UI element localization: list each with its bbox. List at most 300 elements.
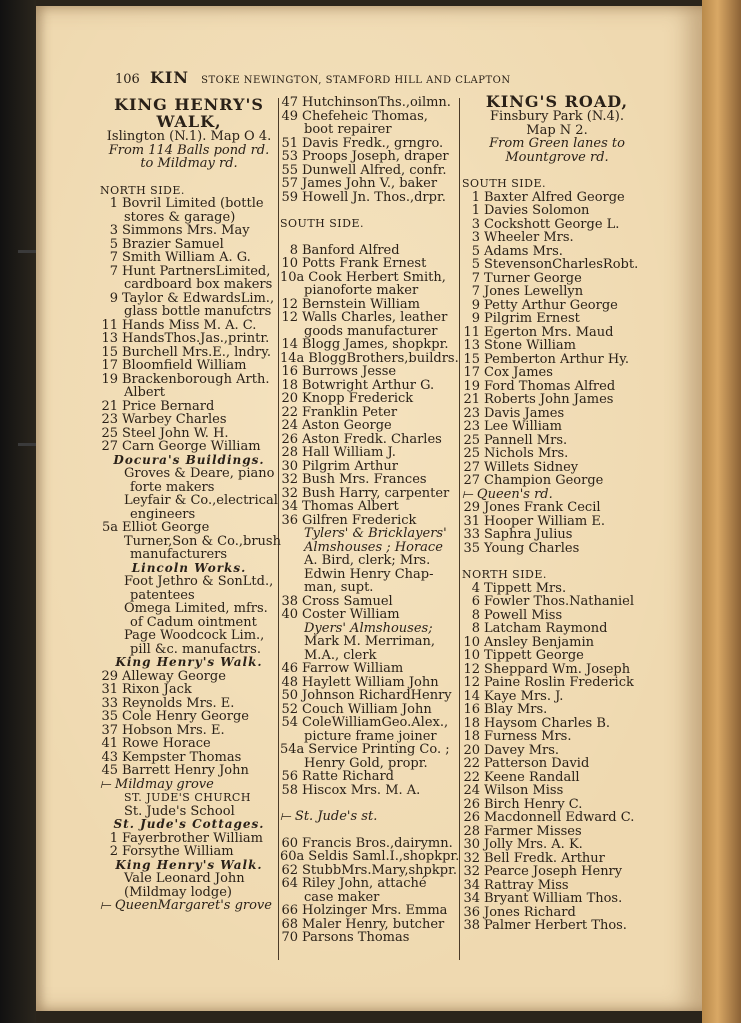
house-number: 12 — [281, 296, 298, 312]
entry-text: Cole Henry George — [122, 709, 249, 724]
entry-text: Keene Randall — [484, 769, 580, 785]
directory-entry — [100, 224, 278, 238]
directory-line — [100, 575, 278, 589]
house-number: 23 — [463, 419, 480, 434]
directory-line — [280, 284, 460, 298]
directory-entry — [462, 676, 652, 690]
entry-text: Parsons Thomas — [302, 930, 410, 945]
entry-text: Lincoln Works. — [131, 560, 247, 575]
directory-entry — [280, 365, 460, 379]
directory-line — [280, 581, 460, 595]
house-number: 54 — [281, 715, 298, 730]
directory-entry — [462, 771, 652, 785]
house-number: 10a — [280, 269, 305, 285]
house-number: 30 — [281, 458, 298, 474]
directory-entry — [462, 703, 652, 717]
directory-entry — [462, 434, 652, 448]
entry-text: engineers — [130, 506, 196, 522]
directory-entry — [462, 663, 652, 677]
entry-text: Walls Charles, leather — [302, 310, 448, 325]
directory-entry — [280, 676, 460, 690]
entry-text: Kempster Thomas — [122, 749, 242, 765]
directory-line — [100, 616, 278, 630]
house-number: 59 — [281, 189, 298, 205]
entry-text: Wheeler Mrs. — [484, 230, 574, 245]
directory-entry — [280, 406, 460, 420]
entry-text: Leyfair & Co.,electrical — [124, 493, 278, 508]
directory-entry — [462, 312, 652, 326]
directory-entry — [462, 272, 652, 286]
directory-entry — [462, 204, 652, 218]
directory-entry — [462, 501, 652, 515]
directory-entry — [280, 689, 460, 703]
house-number: 32 — [281, 485, 298, 501]
directory-entry — [100, 683, 278, 697]
directory-entry — [462, 245, 652, 259]
house-number: 5a — [101, 520, 118, 535]
directory-entry — [280, 338, 460, 352]
house-number: 56 — [281, 769, 298, 784]
entry-text: WALK, — [156, 112, 222, 131]
house-number: 68 — [281, 916, 298, 932]
entry-text: Ford Thomas Alfred — [484, 378, 616, 394]
entry-text: SOUTH SIDE. — [280, 217, 364, 230]
entry-text: From 114 Balls pond rd. — [108, 142, 270, 158]
directory-entry — [462, 892, 652, 906]
house-number: 13 — [463, 338, 480, 353]
house-number: 27 — [463, 473, 480, 488]
entry-text: Hooper William E. — [484, 513, 605, 529]
entry-text: ⟝ Queen's rd. — [462, 486, 553, 502]
house-number: 12 — [281, 310, 298, 325]
directory-line — [280, 891, 460, 905]
entry-text: Farrow William — [302, 661, 404, 676]
entry-text: boot repairer — [304, 122, 392, 137]
entry-text: Hall William J. — [302, 445, 396, 460]
directory-entry — [462, 420, 652, 434]
directory-line — [100, 629, 278, 643]
house-number: 28 — [463, 823, 480, 839]
entry-text: Pilgrim Arthur — [302, 458, 399, 474]
directory-entry — [280, 110, 460, 124]
entry-text: HutchinsonThs.,oilmn. — [302, 95, 451, 110]
directory-entry — [280, 311, 460, 325]
entry-text: Fayerbrother William — [122, 830, 263, 846]
entry-text: Albert — [124, 385, 165, 400]
house-number: 17 — [463, 365, 480, 380]
entry-text: Botwright Arthur G. — [302, 377, 435, 393]
house-number: 31 — [463, 513, 480, 529]
house-number: 26 — [463, 810, 480, 825]
house-number: 11 — [463, 324, 480, 340]
entry-text: Tippett Mrs. — [484, 580, 567, 596]
house-number: 20 — [463, 742, 480, 758]
directory-entry — [462, 636, 652, 650]
directory-entry — [280, 433, 460, 447]
entry-text: Burchell Mrs.E., lndry. — [122, 344, 271, 360]
directory-entry — [462, 366, 652, 380]
entry-text: Hunt PartnersLimited, — [122, 263, 271, 279]
entry-text: Haysom Charles B. — [484, 715, 611, 731]
entry-text: Burrows Jesse — [302, 364, 397, 379]
directory-line — [100, 144, 278, 158]
directory-line — [100, 886, 278, 900]
house-number: 35 — [101, 709, 118, 724]
entry-text: Macdonnell Edward C. — [484, 810, 635, 825]
directory-line — [100, 602, 278, 616]
directory-entry — [280, 716, 460, 730]
entry-text: Latcham Raymond — [484, 621, 608, 636]
entry-text: Rixon Jack — [122, 682, 192, 697]
directory-line — [280, 568, 460, 582]
entry-text: HandsThos.Jas.,printr. — [122, 331, 270, 346]
entry-text: Elliot George — [122, 520, 210, 535]
house-number: 30 — [463, 837, 480, 852]
entry-text: Paine Roslin Frederick — [484, 675, 634, 690]
house-number: 12 — [463, 661, 480, 677]
house-number: 5 — [471, 257, 480, 272]
directory-entry — [462, 811, 652, 825]
directory-entry — [100, 238, 278, 252]
house-number: 29 — [463, 500, 480, 515]
directory-entry — [462, 690, 652, 704]
directory-line — [280, 541, 460, 555]
entry-text: Ansley Benjamin — [484, 634, 595, 650]
directory-line — [100, 778, 278, 792]
entry-text: Bernstein William — [302, 296, 420, 312]
entry-text: From Green lanes to — [489, 136, 625, 151]
directory-entry — [280, 918, 460, 932]
house-number: 62 — [281, 862, 298, 878]
entry-text: Willets Sidney — [484, 459, 579, 475]
entry-text: Coster William — [302, 607, 400, 622]
house-number: 28 — [281, 445, 298, 460]
entry-text: Blogg James, shopkpr. — [302, 337, 449, 352]
directory-line — [100, 589, 278, 603]
entry-text: Howell Jn. Thos.,drpr. — [302, 189, 446, 205]
directory-entry — [280, 837, 460, 851]
entry-text: Almshouses ; Horace — [304, 539, 443, 555]
directory-entry — [462, 879, 652, 893]
spacer — [100, 171, 278, 184]
page-header — [115, 68, 511, 87]
house-number: 37 — [101, 722, 118, 738]
directory-line — [100, 113, 278, 130]
entry-text: Johnson RichardHenry — [302, 688, 452, 703]
directory-entry — [280, 904, 460, 918]
directory-entry — [100, 427, 278, 441]
entry-text: picture frame joiner — [304, 728, 437, 744]
directory-line — [100, 386, 278, 400]
entry-text: Banford Alfred — [302, 242, 400, 258]
directory-entry — [280, 379, 460, 393]
directory-entry — [100, 346, 278, 360]
entry-text: to Mildmay rd. — [140, 156, 238, 171]
entry-text: Omega Limited, mfrs. — [124, 601, 268, 616]
directory-entry — [462, 285, 652, 299]
house-number: 70 — [281, 930, 298, 945]
directory-entry — [462, 326, 652, 340]
entry-text: Davis James — [484, 405, 565, 421]
house-number: 14 — [281, 337, 298, 352]
entry-text: Cockshott George L. — [484, 216, 620, 232]
column-rule — [278, 98, 279, 960]
entry-text: (Mildmay lodge) — [124, 884, 232, 900]
directory-entry — [280, 177, 460, 191]
directory-entry — [280, 784, 460, 798]
entry-text: Nichols Mrs. — [484, 446, 569, 461]
entry-text: Blay Mrs. — [484, 702, 548, 717]
section-heading: KIN — [149, 68, 189, 87]
house-number: 43 — [101, 749, 118, 765]
entry-text: Turner,Son & Co.,brush — [124, 533, 281, 549]
entry-text: Groves & Deare, piano — [124, 466, 275, 481]
directory-line — [280, 554, 460, 568]
entry-text: Pearce Joseph Henry — [484, 864, 623, 879]
directory-line — [100, 184, 278, 198]
directory-entry — [462, 218, 652, 232]
house-number: 19 — [101, 371, 118, 387]
house-number: 1 — [471, 189, 480, 205]
directory-entry — [100, 697, 278, 711]
directory-entry — [100, 400, 278, 414]
entry-text: Thomas Albert — [302, 499, 399, 514]
directory-line — [280, 757, 460, 771]
directory-line — [462, 568, 652, 582]
house-number: 8 — [289, 242, 298, 258]
directory-entry — [462, 798, 652, 812]
directory-line — [462, 488, 652, 502]
house-number: 49 — [281, 108, 298, 124]
entry-text: Bovril Limited (bottle — [122, 196, 264, 211]
house-number: 8 — [471, 621, 480, 636]
entry-text: Roberts John James — [484, 392, 614, 407]
directory-line — [100, 859, 278, 873]
entry-text: Pannell Mrs. — [484, 432, 568, 448]
house-number: 5 — [109, 236, 118, 252]
directory-entry — [462, 906, 652, 920]
entry-text: Franklin Peter — [302, 404, 398, 420]
entry-text: Barrett Henry John — [122, 763, 249, 778]
directory-entry — [462, 582, 652, 596]
house-number: 15 — [463, 351, 480, 367]
directory-entry — [100, 197, 278, 211]
directory-entry — [280, 703, 460, 717]
house-number: 34 — [463, 877, 480, 893]
directory-entry — [280, 244, 460, 258]
entry-text: StevensonCharlesRobt. — [484, 257, 639, 272]
directory-line — [462, 137, 652, 151]
entry-text: Map N 2. — [526, 122, 588, 138]
directory-line — [100, 548, 278, 562]
house-number: 45 — [101, 763, 118, 778]
house-number: 6 — [471, 594, 480, 609]
house-number: 23 — [463, 405, 480, 421]
directory-entry — [100, 521, 278, 535]
directory-entry — [280, 662, 460, 676]
house-number: 18 — [463, 729, 480, 744]
entry-text: Foot Jethro & SonLtd., — [124, 574, 274, 589]
entry-text: Ratte Richard — [302, 769, 394, 784]
entry-text: Knopp Frederick — [302, 391, 414, 406]
entry-text: Adams Mrs. — [484, 243, 563, 259]
house-number: 40 — [281, 607, 298, 622]
entry-text: Bell Fredk. Arthur — [484, 850, 605, 866]
entry-text: Reynolds Mrs. E. — [122, 695, 235, 711]
directory-entry — [280, 392, 460, 406]
entry-text: Hiscox Mrs. M. A. — [302, 782, 421, 798]
directory-entry — [280, 257, 460, 271]
house-number: 24 — [281, 418, 298, 433]
directory-entry — [280, 850, 460, 864]
entry-text: SOUTH SIDE. — [462, 177, 546, 190]
entry-text: glass bottle manufctrs — [124, 304, 272, 319]
entry-text: pill &c. manufactrs. — [130, 641, 261, 657]
entry-text: Fowler Thos.Nathaniel — [484, 594, 634, 609]
entry-text: Steel John W. H. — [122, 425, 229, 441]
directory-entry — [100, 359, 278, 373]
entry-text: Hands Miss M. A. C. — [122, 317, 257, 333]
directory-line — [462, 110, 652, 124]
entry-text: Smith William A. G. — [122, 250, 251, 265]
entry-text: Saphra Julius — [484, 527, 573, 542]
house-number: 7 — [471, 284, 480, 299]
entry-text: Alleway George — [122, 668, 226, 684]
house-number: 34 — [281, 499, 298, 514]
directory-line — [100, 454, 278, 468]
directory-line — [100, 872, 278, 886]
house-number: 25 — [101, 425, 118, 441]
house-number: 58 — [281, 782, 298, 798]
entry-text: NORTH SIDE. — [100, 183, 185, 197]
directory-entry — [462, 852, 652, 866]
directory-entry — [462, 825, 652, 839]
directory-line — [100, 562, 278, 576]
district-heading: STOKE NEWINGTON, STAMFORD HILL AND CLAPTON — [201, 75, 511, 86]
house-number: 64 — [281, 876, 298, 891]
directory-line — [100, 533, 281, 549]
entry-text: Baxter Alfred George — [484, 189, 625, 205]
entry-text: Jones Lewellyn — [484, 284, 584, 299]
directory-line — [280, 325, 460, 339]
house-number: 18 — [463, 715, 480, 731]
entry-text: Davis Fredk., grngro. — [302, 135, 444, 151]
entry-text: M.A., clerk — [304, 647, 377, 663]
entry-text: Egerton Mrs. Maud — [484, 324, 614, 340]
house-number: 16 — [463, 702, 480, 717]
directory-line — [100, 494, 278, 508]
house-number: 1 — [109, 196, 118, 211]
directory-entry — [280, 298, 460, 312]
house-number: 22 — [463, 756, 480, 771]
house-number: 25 — [463, 432, 480, 448]
house-number: 18 — [281, 377, 298, 393]
house-number: 33 — [463, 527, 480, 542]
directory-entry — [462, 784, 652, 798]
house-number: 54a — [280, 742, 305, 757]
directory-line — [100, 656, 278, 670]
house-number: 60a — [280, 849, 305, 864]
house-number: 48 — [281, 674, 298, 690]
entry-text: Pemberton Arthur Hy. — [484, 351, 629, 367]
entry-text: King Henry's Walk. — [115, 655, 263, 669]
entry-text: NORTH SIDE. — [462, 568, 547, 581]
directory-line — [462, 177, 652, 191]
directory-entry — [462, 353, 652, 367]
directory-entry — [100, 440, 278, 454]
directory-entry — [462, 393, 652, 407]
entry-text: Vale Leonard John — [124, 871, 245, 886]
house-number: 25 — [463, 446, 480, 461]
directory-entry — [280, 352, 460, 366]
entry-text: Aston George — [302, 418, 392, 433]
directory-entry — [462, 474, 652, 488]
directory-entry — [280, 419, 460, 433]
directory-entry — [280, 96, 460, 110]
house-number: 46 — [281, 661, 298, 676]
directory-entry — [462, 865, 652, 879]
entry-text: Cross Samuel — [302, 593, 393, 609]
entry-text: Pilgrim Ernest — [484, 311, 580, 326]
entry-text: ST. JUDE'S CHURCH — [124, 791, 251, 804]
house-number: 57 — [281, 176, 298, 191]
directory-line — [462, 124, 652, 138]
house-number: 9 — [109, 290, 118, 306]
directory-entry — [280, 500, 460, 514]
directory-line — [100, 643, 278, 657]
entry-text: cardboard box makers — [124, 277, 273, 292]
entry-text: Lee William — [484, 419, 562, 434]
house-number: 22 — [281, 404, 298, 420]
directory-line — [100, 899, 278, 913]
house-number: 29 — [101, 668, 118, 684]
directory-entry — [462, 191, 652, 205]
house-number: 17 — [101, 358, 118, 373]
house-number: 14 — [463, 688, 480, 704]
directory-entry — [100, 845, 278, 859]
entry-text: Stone William — [484, 338, 576, 353]
house-number: 52 — [281, 701, 298, 717]
directory-entry — [462, 542, 652, 556]
directory-entry — [280, 150, 460, 164]
entry-text: Taylor & EdwardsLim., — [122, 290, 275, 306]
house-number: 33 — [101, 695, 118, 711]
entry-text: goods manufacturer — [304, 323, 438, 339]
directory-entry — [462, 407, 652, 421]
house-number: 38 — [463, 918, 480, 933]
directory-entry — [280, 191, 460, 205]
house-number: 34 — [463, 891, 480, 906]
directory-entry — [462, 730, 652, 744]
entry-text: manufacturers — [130, 547, 228, 562]
directory-line — [462, 93, 652, 110]
entry-text: of Cadum ointment — [130, 614, 257, 630]
house-number: 21 — [101, 398, 118, 414]
house-number: 24 — [463, 783, 480, 798]
entry-text: St. Jude's Cottages. — [113, 817, 265, 831]
entry-text: Docura's Buildings. — [113, 452, 265, 467]
house-number: 36 — [281, 512, 298, 528]
entry-text: Rowe Horace — [122, 736, 211, 751]
directory-line — [280, 649, 460, 663]
directory-entry — [462, 838, 652, 852]
entry-text: Turner George — [484, 270, 582, 286]
directory-entry — [280, 473, 460, 487]
entry-text: Tylers' & Bricklayers' — [304, 526, 447, 541]
directory-entry — [100, 265, 278, 279]
entry-text: Couch William John — [302, 701, 432, 717]
entry-text: Aston Fredk. Charles — [302, 431, 442, 447]
